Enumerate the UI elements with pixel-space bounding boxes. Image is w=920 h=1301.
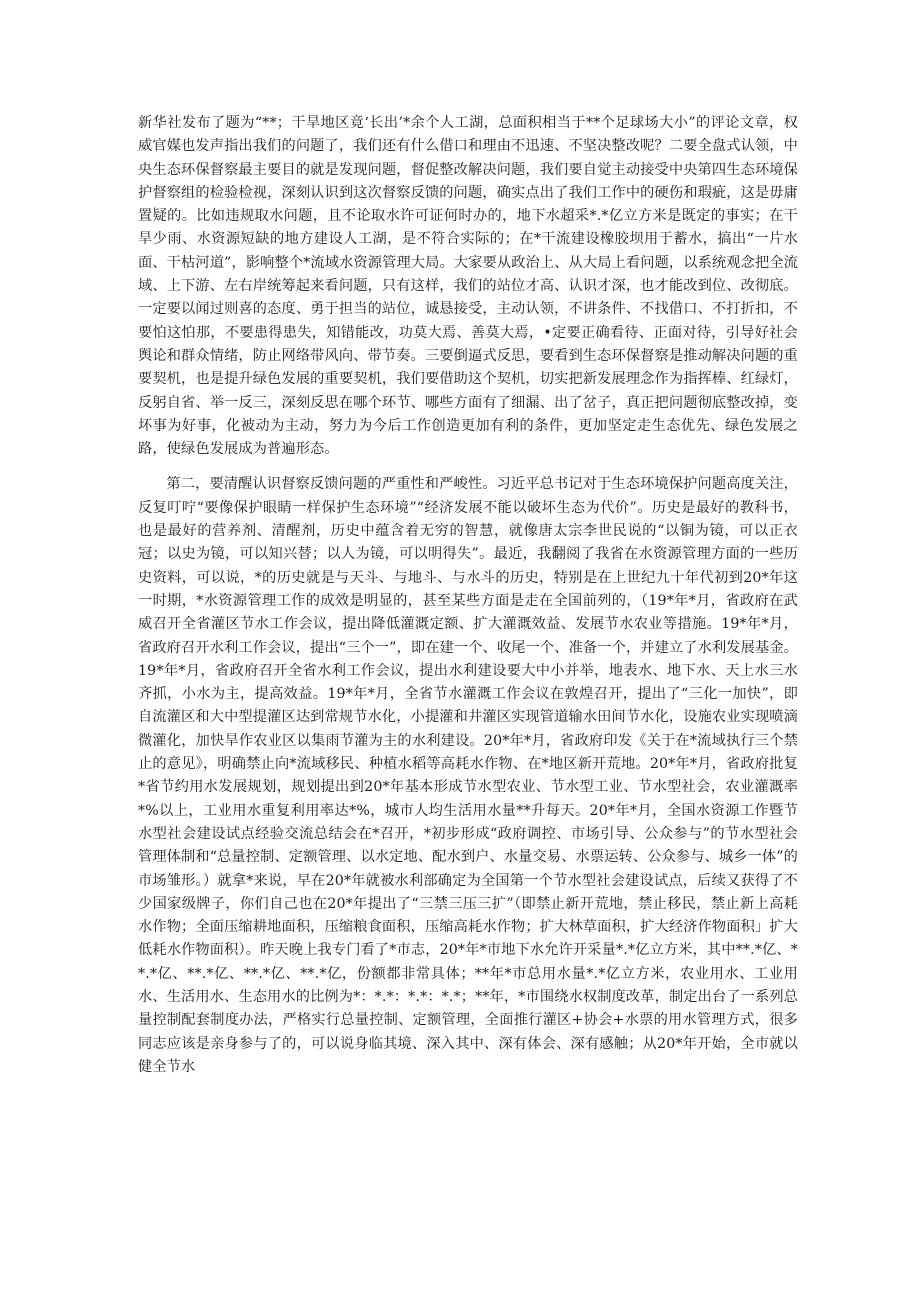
document-body: [138, 112, 798, 1079]
paragraph-supervision-acceptance: 新华社发布了题为“**；干旱地区竟‘长出’*余个人工湖，总面积相当于**个足球场大小”的评论文章，权威官媒也发声指出我们的问题了，我们还有什么借口和理由不迅速、不坚决整改呢？二要全盘式认领，中央生态环保督察最主要目的就是发现问题，督促整改解决问题，我们要自觉主动接受中央第四生态环境保护督察组的检验检视，深刻认识到这次督察反馈的问题，确实点出了我们工作中的硬伤和瑕疵，这是毋庸置疑的。比如违规取水问题，且不论取水许可证何时办的，地下水超采*.*亿立方米是既定的事实；在干旱少雨、水资源短缺的地方建设人工湖，是不符合实际的；在*干流建设橡胶坝用于蓄水，搞出“一片水面、干枯河道”，影响整个*流域水资源管理大局。大家要从政治上、从大局上看问题，以系统观念把全流域、上下游、左右岸统筹起来看问题，只有这样，我们的站位才高、认识才深，也才能改到位、改彻底。一定要以闻过则喜的态度、勇于担当的站位，诚恳接受，主动认领，不讲条件、不找借口、不打折扣，不要怕这怕那，不要患得患失，知错能改，功莫大焉、善莫大焉，•定要正确看待、正面对待，引导好社会舆论和群众情绪，防止网络带风向、带节奏。三要倒逼式反思，要看到生态环保督察是推动解决问题的重要契机，也是提升绿色发展的重要契机，我们要借助这个契机，切实把新发展理念作为指挥棒、红绿灯，反躬自省、举一反三，深刻反思在哪个环节、哪些方面有了细漏、出了岔子，真正把问题彻底整改掉，变坏事为好事，化被动为主动，努力为今后工作创造更加有利的条件，更加坚定走生态优先、绿色发展之路，使绿色发展成为普遍形态。: [138, 115, 798, 458]
paragraph-seriousness-awareness: 第二，要清醒认识督察反馈问题的严重性和严峻性。习近平总书记对于生态环境保护问题高度关注，反复叮咛“要像保护眼睛一样保护生态环境”“经济发展不能以破坏生态为代价”。历史是最好的教科书，也是最好的营养剂、清醒剂，历史中蕴含着无穷的智慧，就像唐太宗李世民说的“以铜为镜，可以正衣冠；以史为镜，可以知兴替；以人为镜，可以明得失”。最近，我翻阅了我省在水资源管理方面的一些历史资料，可以说，*的历史就是与天斗、与地斗、与水斗的历史，特别是在上世纪九十年代初到20*年这一时期，*水资源管理工作的成效是明显的，甚至某些方面是走在全国前列的，（19*年*月，省政府在武威召开全省灌区节水工作会议，提出降低灌溉定额、扩大灌溉效益、发展节水农业等措施。19*年*月，省政府召开水利工作会议，提出“三个一”，即在建一个、收尾一个、准备一个，并建立了水利发展基金。19*年*月，省政府召开全省水利工作会议，提出水利建设要大中小并举，地表水、地下水、天上水三水齐抓，小水为主，提高效益。19*年*月，全省节水灌溉工作会议在敦煌召开，提出了“三化一加快”，即自流灌区和大中型提灌区达到常规节水化，小提灌和井灌区实现管道输水田间节水化，设施农业实现喷滴微灌化，加快旱作农业区以集雨节灌为主的水利建设。20*年*月，省政府印发《关于在*流域执行三个禁止的意见》，明确禁止向*流域移民、种植水稻等高耗水作物、在*地区新开荒地。20*年*月，省政府批复*省节约用水发展规划，规划提出到20*年基本形成节水型农业、节水型工业、节水型社会，农业灌溉率*%以上，工业用水重复利用率达*%，城市人均生活用水量**升每天。20*年*月，全国水资源工作暨节水型社会建设试点经验交流总结会在*召开，*初步形成“政府调控、市场引导、公众参与”的节水型社会管理体制和“总量控制、定额管理、以水定地、配水到户、水量交易、水票运转、公众参与、城乡一体”的市场雏形。）就拿*来说，早在20*年就被水利部确定为全国第一个节水型社会建设试点，后续又获得了不少国家级牌子，你们自己也在20*年提出了“三禁三压三扩”（即禁止新开荒地，禁止移民，禁止新上高耗水作物；全面压缩耕地面积，压缩粮食面积，压缩高耗水作物；扩大林草面积，扩大经济作物面积」扩大低耗水作物面积）。昨天晚上我专门看了*市志，20*年*市地下水允许开采量*.*亿立方米，其中**.*亿、**.*亿、**.*亿、**.*亿、**.*亿，份额都非常具体；**年*市总用水量*.*亿立方米，农业用水、工业用水、生活用水、生态用水的比例为*：*.*：*.*：*.*；**年，*市围绕水权制度改革，制定出台了一系列总量控制配套制度办法，严格实行总量控制、定额管理，全面推行灌区+协会+水票的用水管理方式，很多同志应该是亲身参与了的，可以说身临其境、深入其中、深有体会、深有感触；从20*年开始，全市就以健全节水: [138, 476, 798, 1075]
